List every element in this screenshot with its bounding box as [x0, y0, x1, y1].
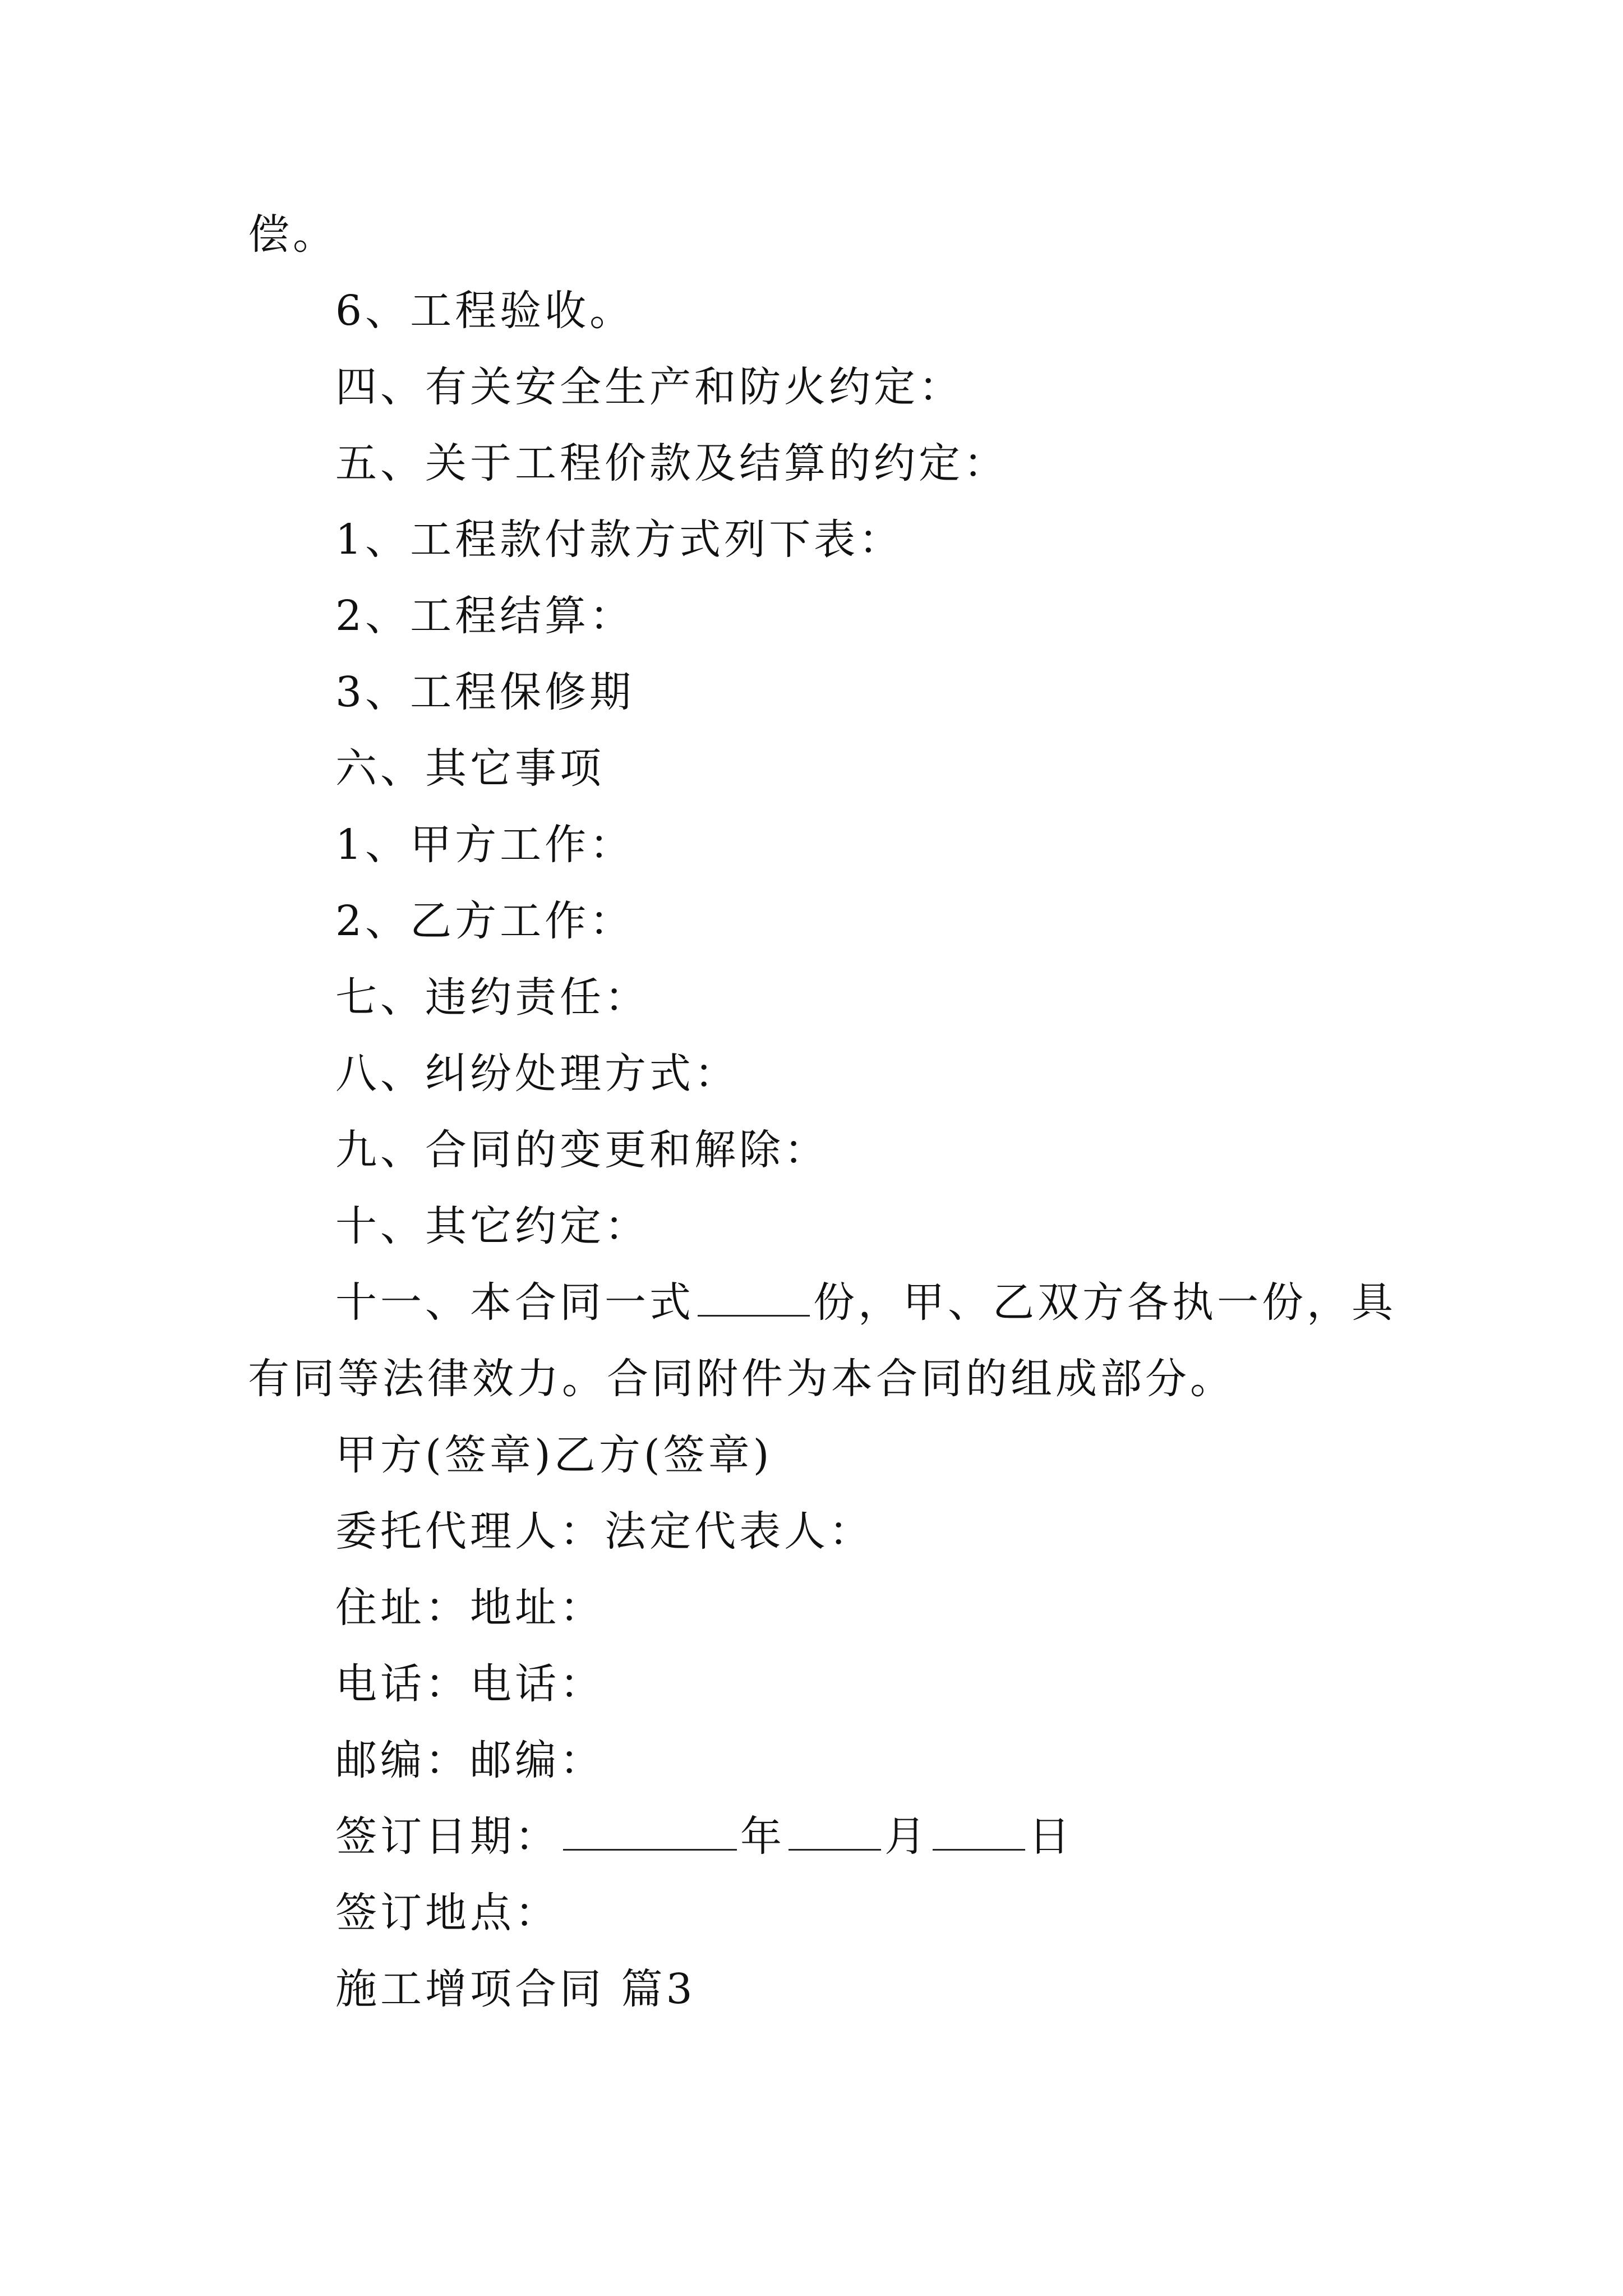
copies-blank [698, 1280, 810, 1317]
section-heading: 七、违约责任： [335, 973, 649, 1022]
section-heading: 十、其它约定： [335, 1202, 649, 1250]
month-label: 月 [884, 1812, 929, 1861]
section-heading: 四、有关安全生产和防火约定： [335, 363, 963, 411]
phone-line: 电话：电话： [335, 1660, 605, 1708]
address-line: 住址：地址： [335, 1584, 605, 1632]
text-line: 1、甲方工作： [335, 821, 635, 869]
text-line: 3、工程保修期 [335, 668, 635, 716]
signing-date-label: 签订日期： [335, 1812, 560, 1861]
section-heading: 九、合同的变更和解除： [335, 1126, 829, 1174]
postcode-line: 邮编：邮编： [335, 1736, 605, 1784]
section-heading: 五、关于工程价款及结算的约定： [335, 439, 1008, 487]
section-heading: 八、纠纷处理方式： [335, 1050, 739, 1098]
year-blank [563, 1814, 737, 1851]
text-line: 2、工程结算： [335, 592, 635, 640]
text-line: 有同等法律效力。合同附件为本合同的组成部分。 [248, 1355, 1235, 1403]
year-label: 年 [740, 1812, 785, 1861]
signature-line: 甲方(签章)乙方(签章) [335, 1431, 773, 1479]
signing-date-line [335, 1809, 1073, 1865]
month-blank [789, 1814, 881, 1851]
copies-clause-start: 十一、本合同一式 [335, 1278, 694, 1327]
text-line: 6、工程验收。 [335, 287, 635, 335]
text-line: 2、乙方工作： [335, 897, 635, 945]
agent-line: 委托代理人：法定代表人： [335, 1507, 874, 1556]
next-contract-title: 施工增项合同 篇3 [335, 1965, 696, 2013]
copies-clause-line [335, 1274, 1396, 1331]
section-heading: 六、其它事项 [335, 744, 605, 793]
day-blank [933, 1814, 1025, 1851]
signing-place-line: 签订地点： [335, 1889, 560, 1937]
text-line: 偿。 [248, 210, 338, 259]
text-line: 1、工程款付款方式列下表： [335, 516, 904, 564]
copies-clause-end: 份，甲、乙双方各执一份，具 [813, 1278, 1396, 1327]
day-label: 日 [1029, 1812, 1073, 1861]
